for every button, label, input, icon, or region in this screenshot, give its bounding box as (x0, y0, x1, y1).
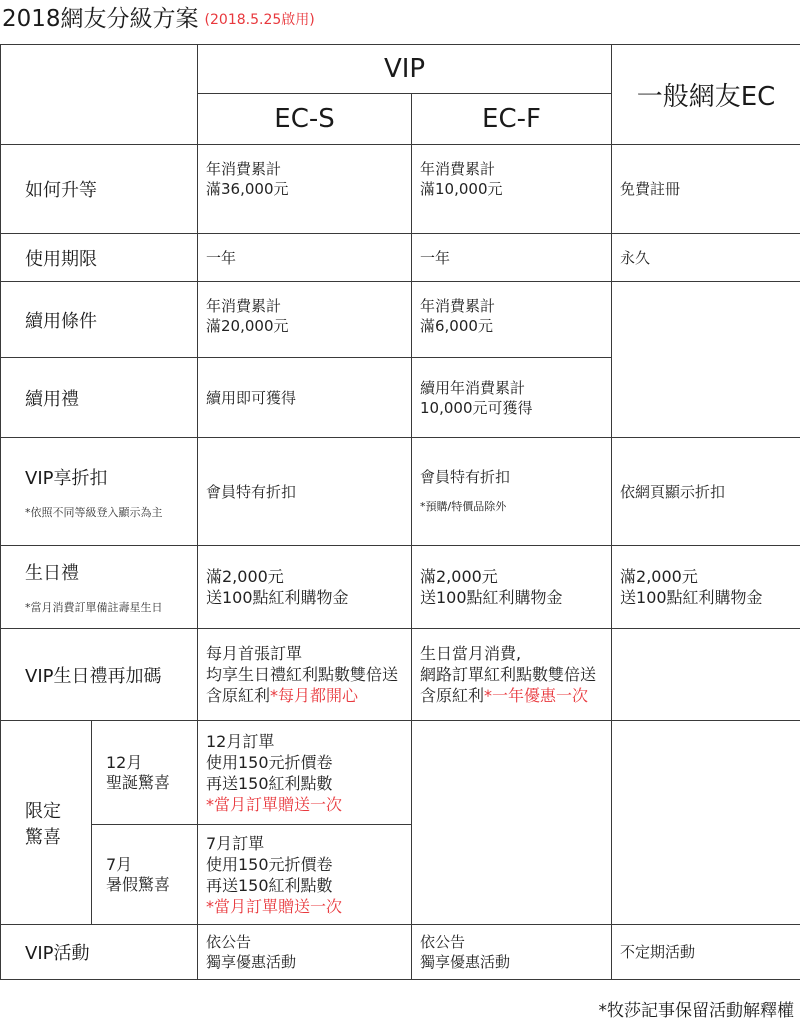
birthday-ec-s-line1: 滿2,000元 (206, 567, 284, 586)
surprise-dec-line2: 使用150元折價卷 (206, 752, 333, 772)
row-discount (1, 438, 800, 546)
row-activity (1, 925, 800, 980)
birthday-bonus-ec-s-highlight: *每月都開心 (270, 686, 359, 705)
activity-ec-s-line1: 依公告 (206, 933, 252, 951)
row-label-surprise (1, 721, 92, 925)
activity-ec-f-line2: 獨享優惠活動 (420, 953, 511, 971)
birthday-bonus-ec-s-line3-text: 含原紅利 (206, 686, 271, 705)
surprise-dec-highlight: *當月訂單贈送一次 (206, 794, 343, 814)
row-label-birthday-bonus: VIP生日禮再加碼 (1, 629, 198, 721)
upgrade-ec-s-line2: 滿36,000元 (206, 180, 289, 198)
row-birthday (1, 546, 800, 629)
birthday-bonus-ec-f-line1: 生日當月消費, (420, 644, 522, 663)
row-label-renew-gift: 續用禮 (1, 358, 198, 438)
row-period (1, 234, 800, 282)
birthday-ec-f-line2: 送100點紅利購物金 (420, 588, 563, 607)
activity-ec-s (198, 925, 412, 980)
renew-gift-ec-f-line2: 10,000元可獲得 (420, 398, 533, 417)
row-surprise-dec (1, 721, 800, 825)
birthday-bonus-general-empty (612, 629, 800, 721)
birthday-ec-f (412, 546, 612, 629)
discount-ec-f-note: *預購/特價品除外 (420, 499, 507, 513)
birthday-general (612, 546, 800, 629)
header-ec-s: EC-S (198, 94, 412, 145)
renew-gift-ec-s: 續用即可獲得 (198, 358, 412, 438)
surprise-label-line2: 驚喜 (25, 826, 61, 848)
surprise-jul-line2: 使用150元折價卷 (206, 854, 333, 874)
renew-condition-ec-s-line1: 年消費累計 (206, 297, 282, 315)
birthday-bonus-ec-s (198, 629, 412, 721)
page-title (2, 2, 315, 36)
footer-disclaimer: *牧莎記事保留活動解釋權 (598, 1001, 794, 1021)
plan-table (0, 44, 800, 980)
renew-gift-ec-f (412, 358, 612, 438)
renew-condition-ec-f-line1: 年消費累計 (420, 297, 496, 315)
header-row-1 (1, 45, 800, 94)
row-label-period: 使用期限 (1, 234, 198, 282)
discount-general: 依網頁顯示折扣 (612, 438, 800, 546)
surprise-jul-line1: 7月訂單 (206, 833, 265, 853)
row-birthday-bonus (1, 629, 800, 721)
row-renew-condition (1, 282, 800, 358)
surprise-jul-label (92, 825, 198, 925)
birthday-bonus-ec-f (412, 629, 612, 721)
birthday-bonus-ec-s-line2: 均享生日禮紅利點數雙倍送 (206, 665, 399, 684)
discount-ec-f (412, 438, 612, 546)
surprise-label-line1: 限定 (25, 800, 61, 822)
row-label-activity: VIP活動 (1, 925, 198, 980)
renew-condition-ec-s-line2: 滿20,000元 (206, 317, 289, 335)
birthday-bonus-ec-s-line1: 每月首張訂單 (206, 644, 303, 663)
surprise-jul-label-line2: 暑假驚喜 (106, 874, 171, 894)
surprise-dec-label (92, 721, 198, 825)
surprise-jul-highlight: *當月訂單贈送一次 (206, 896, 343, 916)
surprise-ec-f-empty (412, 721, 612, 925)
row-label-renew-condition: 續用條件 (1, 282, 198, 358)
birthday-bonus-ec-f-line3-text: 含原紅利 (420, 686, 485, 705)
activity-ec-s-line2: 獨享優惠活動 (206, 953, 297, 971)
upgrade-general: 免費註冊 (612, 145, 800, 234)
birthday-general-line2: 送100點紅利購物金 (620, 588, 763, 607)
activity-ec-f-line1: 依公告 (420, 933, 466, 951)
surprise-jul-ec-s (198, 825, 412, 925)
surprise-dec-line3: 再送150紅利點數 (206, 773, 333, 793)
upgrade-ec-s (198, 145, 412, 234)
header-general: 一般網友EC (612, 45, 800, 145)
renew-condition-ec-f-line2: 滿6,000元 (420, 317, 493, 335)
discount-ec-s: 會員特有折扣 (198, 438, 412, 546)
birthday-ec-s-line2: 送100點紅利購物金 (206, 588, 349, 607)
renew-condition-ec-s (198, 282, 412, 358)
birthday-general-line1: 滿2,000元 (620, 567, 698, 586)
upgrade-ec-f (412, 145, 612, 234)
birthday-bonus-ec-f-highlight: *一年優惠一次 (484, 686, 589, 705)
birthday-bonus-ec-f-line3 (420, 685, 611, 706)
title-date: (2018.5.25啟用) (204, 12, 315, 28)
surprise-general-empty (612, 721, 800, 925)
surprise-jul-line3: 再送150紅利點數 (206, 875, 333, 895)
upgrade-ec-f-line2: 滿10,000元 (420, 180, 503, 198)
surprise-dec-label-line1: 12月 (106, 752, 143, 772)
birthday-bonus-ec-f-line2: 網路訂單紅利點數雙倍送 (420, 665, 597, 684)
header-corner (1, 45, 198, 145)
upgrade-ec-f-line1: 年消費累計 (420, 160, 496, 178)
renew-gift-ec-f-line1: 續用年消費累計 (420, 378, 526, 397)
title-text: 2018網友分級方案 (2, 6, 199, 32)
row-label-discount-text: VIP享折扣 (25, 467, 108, 489)
row-label-birthday (1, 546, 198, 629)
birthday-ec-s (198, 546, 412, 629)
row-label-birthday-text: 生日禮 (25, 563, 79, 584)
activity-general: 不定期活動 (612, 925, 800, 980)
surprise-dec-line1: 12月訂單 (206, 731, 275, 751)
surprise-dec-ec-s (198, 721, 412, 825)
renew-general-empty (612, 282, 800, 438)
header-vip: VIP (198, 45, 612, 94)
header-ec-f: EC-F (412, 94, 612, 145)
period-general: 永久 (612, 234, 800, 282)
period-ec-f: 一年 (412, 234, 612, 282)
period-ec-s: 一年 (198, 234, 412, 282)
upgrade-ec-s-line1: 年消費累計 (206, 160, 282, 178)
birthday-ec-f-line1: 滿2,000元 (420, 567, 498, 586)
birthday-note: *當月消費訂單備註壽星生日 (25, 601, 163, 614)
renew-condition-ec-f (412, 282, 612, 358)
discount-ec-f-text: 會員特有折扣 (420, 467, 511, 486)
discount-note: *依照不同等級登入顯示為主 (25, 505, 163, 519)
birthday-bonus-ec-s-line3 (206, 685, 411, 706)
surprise-jul-label-line1: 7月 (106, 854, 133, 874)
row-label-upgrade: 如何升等 (1, 145, 198, 234)
row-label-discount (1, 438, 198, 546)
surprise-dec-label-line2: 聖誕驚喜 (106, 772, 171, 792)
row-upgrade (1, 145, 800, 234)
activity-ec-f (412, 925, 612, 980)
